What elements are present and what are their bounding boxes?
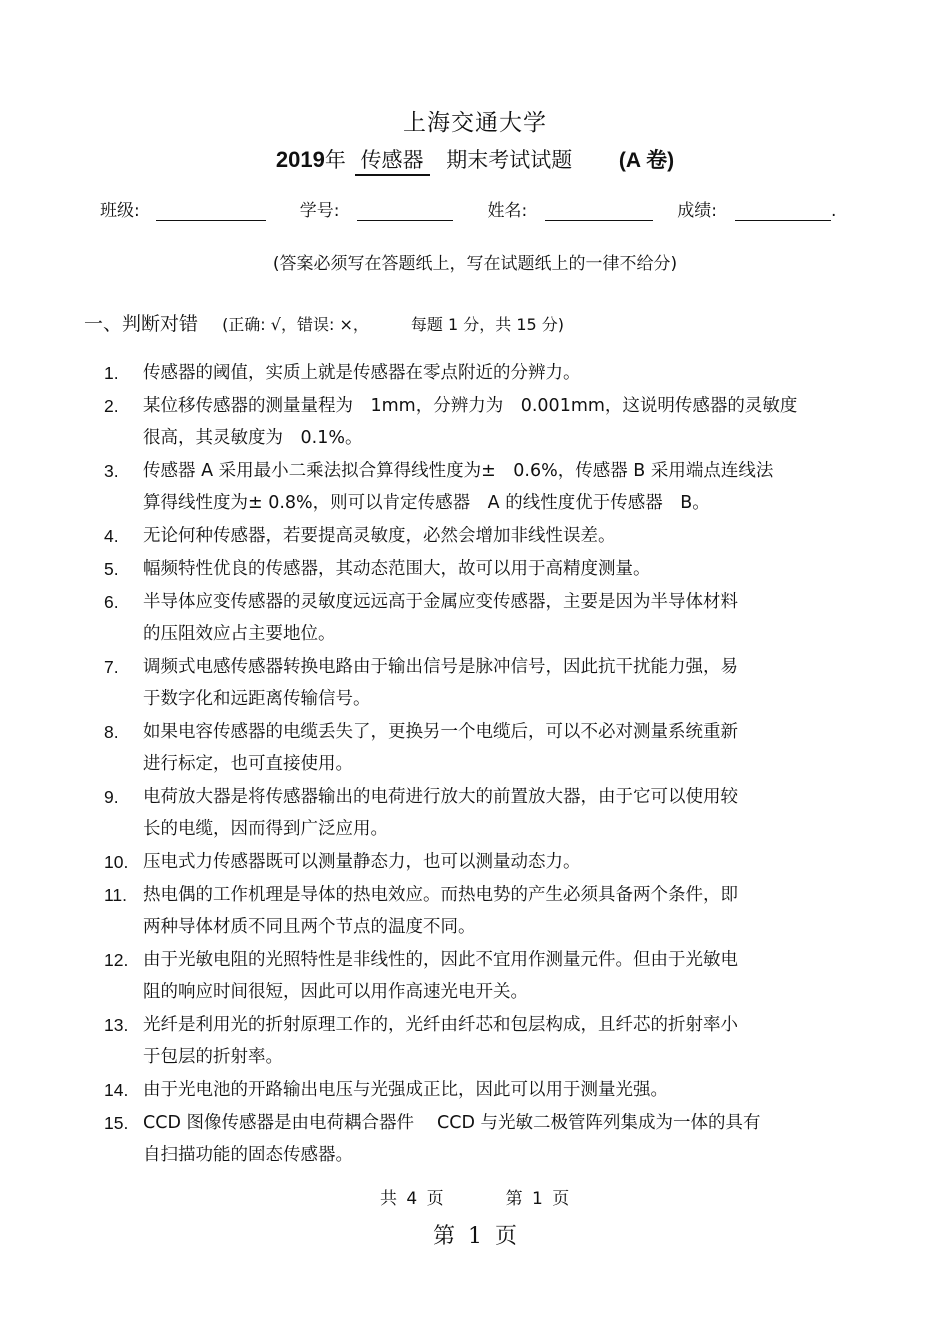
total-pages: 共 4 页 <box>380 1189 444 1209</box>
question-item <box>0 1107 950 1171</box>
answer-note: (答案必须写在答题纸上，写在试题纸上的一律不给分) <box>272 254 678 274</box>
student-id-blank <box>357 202 453 221</box>
question-text: 光纤是利用光的折射原理工作的，光纤由纤芯和包层构成，且纤芯的折射率小 于包层的折射率。 <box>143 1015 738 1067</box>
student-id-label: 学号: <box>299 201 340 221</box>
question-text: 电荷放大器是将传感器输出的电荷进行放大的前置放大器，由于它可以使用较 长的电缆，因而得到广泛应用。 <box>143 787 738 839</box>
student-info-row <box>100 196 836 221</box>
class-label: 班级: <box>100 201 140 221</box>
question-text: 压电式力传感器既可以测量静态力，也可以测量动态力。 <box>143 852 581 872</box>
question-item <box>0 716 950 780</box>
question-item <box>0 1074 950 1106</box>
question-number: 10. <box>104 852 129 872</box>
question-text: 热电偶的工作机理是导体的热电效应。而热电势的产生必须具备两个条件，即 两种导体材质不同且两个节点的温度不同。 <box>143 885 738 937</box>
name-field <box>487 196 653 221</box>
class-field <box>100 196 266 221</box>
year-suffix: 年 <box>324 148 346 172</box>
question-number: 9. <box>104 787 119 807</box>
section-title: 一、判断对错 <box>84 313 199 335</box>
question-text: 传感器 A 采用最小二乘法拟合算得线性度为± 0.6%，传感器 B 采用端点连线法 算得线性度为± 0.8%，则可以肯定传感器 A 的线性度优于传感器 B。 <box>143 461 774 513</box>
question-item <box>0 651 950 715</box>
question-number: 12. <box>104 950 129 970</box>
question-item <box>0 846 950 878</box>
question-item <box>0 455 950 519</box>
question-text: 无论何种传感器，若要提高灵敏度，必然会增加非线性误差。 <box>143 526 616 546</box>
section-instruction: (正确: √，错误: ×， <box>222 315 369 334</box>
question-item <box>0 1009 950 1073</box>
page-number: 第 1 页 <box>433 1224 517 1249</box>
question-item <box>0 390 950 454</box>
question-text: 半导体应变传感器的灵敏度远远高于金属应变传感器，主要是因为半导体材料 的压阻效应占主要地位。 <box>143 592 738 644</box>
paper-version: (A 卷) <box>618 149 675 172</box>
score-label: 成绩: <box>677 201 717 221</box>
question-item <box>0 520 950 552</box>
question-item <box>0 357 950 389</box>
question-number: 3. <box>104 461 119 481</box>
question-number: 8. <box>104 722 119 742</box>
question-number: 4. <box>104 526 119 546</box>
score-blank <box>735 202 831 221</box>
question-text: 某位移传感器的测量量程为 1mm，分辨力为 0.001mm，这说明传感器的灵敏度 很高，其灵敏度为 0.1%。 <box>143 396 798 448</box>
course-name: 传感器 <box>355 147 430 176</box>
question-text: 由于光电池的开路输出电压与光强成正比，因此可以用于测量光强。 <box>143 1080 668 1100</box>
question-number: 14. <box>104 1080 129 1100</box>
end-mark: . <box>830 201 837 221</box>
question-text: 如果电容传感器的电缆丢失了，更换另一个电缆后，可以不必对测量系统重新 进行标定，也可直接使用。 <box>143 722 738 774</box>
current-page: 第 1 页 <box>505 1189 570 1209</box>
question-text: CCD 图像传感器是由电荷耦合器件 CCD 与光敏二极管阵列集成为一体的具有 自扫描功能的固态传感器。 <box>143 1113 761 1165</box>
page-footer <box>380 1184 569 1209</box>
name-blank <box>545 202 653 221</box>
question-number: 6. <box>104 592 119 612</box>
question-item <box>0 781 950 845</box>
school-name: 上海交通大学 <box>403 110 547 136</box>
question-number: 1. <box>104 363 119 383</box>
student-id-field <box>300 196 454 221</box>
question-text: 传感器的阈值，实质上就是传感器在零点附近的分辨力。 <box>143 363 581 383</box>
class-blank <box>156 202 266 221</box>
question-number: 11. <box>104 885 128 905</box>
exam-title <box>0 144 950 176</box>
question-number: 15. <box>104 1113 129 1133</box>
question-number: 2. <box>104 396 119 416</box>
question-list <box>0 357 950 1172</box>
question-number: 7. <box>104 657 119 677</box>
question-text: 幅频特性优良的传感器，其动态范围大，故可以用于高精度测量。 <box>143 559 651 579</box>
section-points: 每题 1 分，共 15 分) <box>410 315 565 334</box>
exam-name: 期末考试试题 <box>446 148 573 172</box>
question-item <box>0 586 950 650</box>
section-heading <box>84 309 564 336</box>
question-number: 13. <box>104 1015 129 1035</box>
score-field <box>677 196 836 221</box>
exam-year: 2019 <box>275 147 325 172</box>
question-number: 5. <box>104 559 119 579</box>
name-label: 姓名: <box>487 201 528 221</box>
question-item <box>0 944 950 1008</box>
question-text: 由于光敏电阻的光照特性是非线性的，因此不宜用作测量元件。但由于光敏电 阻的响应时间很短，因此可以用作高速光电开关。 <box>143 950 738 1002</box>
question-item <box>0 879 950 943</box>
question-item <box>0 553 950 585</box>
question-text: 调频式电感传感器转换电路由于输出信号是脉冲信号，因此抗干扰能力强，易 于数字化和远距离传输信号。 <box>143 657 738 709</box>
